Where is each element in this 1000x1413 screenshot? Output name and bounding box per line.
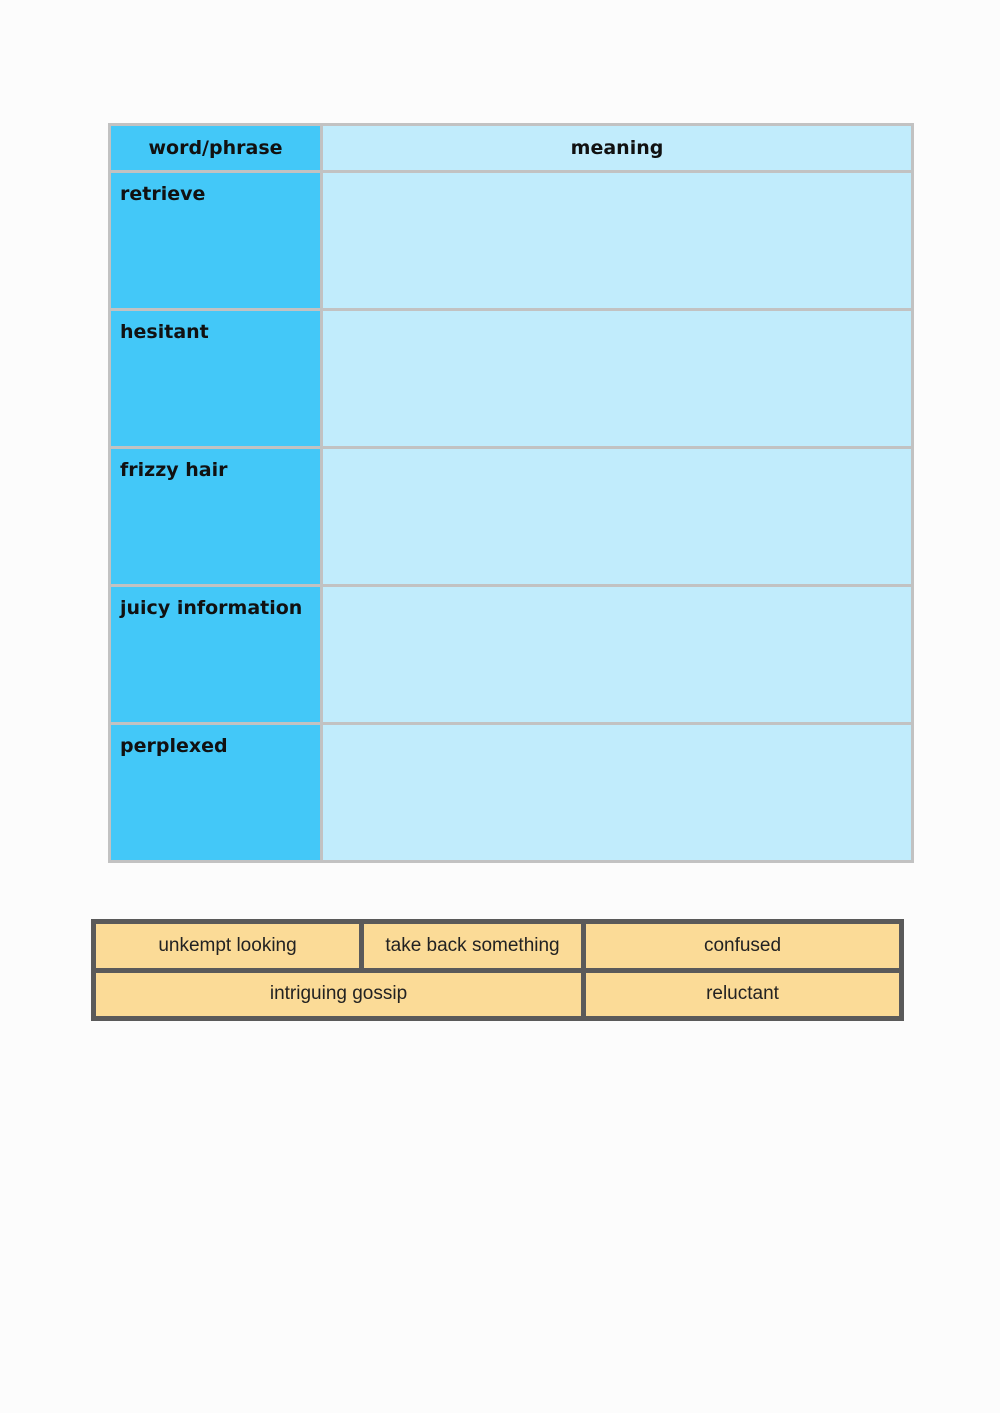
word-cell-frizzy-hair: frizzy hair	[110, 448, 322, 586]
choice-take-back-something[interactable]: take back something	[362, 922, 584, 971]
vocabulary-table	[108, 123, 914, 863]
word-cell-hesitant: hesitant	[110, 310, 322, 448]
meaning-drop-zone[interactable]	[322, 172, 913, 310]
table-header-row	[110, 125, 913, 172]
meaning-header: meaning	[322, 125, 913, 172]
table-row	[110, 310, 913, 448]
meaning-drop-zone[interactable]	[322, 310, 913, 448]
table-row	[110, 724, 913, 862]
choice-unkempt-looking[interactable]: unkempt looking	[94, 922, 362, 971]
word-cell-retrieve: retrieve	[110, 172, 322, 310]
word-cell-perplexed: perplexed	[110, 724, 322, 862]
choices-row	[94, 922, 902, 971]
meaning-drop-zone[interactable]	[322, 724, 913, 862]
meaning-drop-zone[interactable]	[322, 586, 913, 724]
word-cell-juicy-information: juicy information	[110, 586, 322, 724]
choices-row	[94, 970, 902, 1019]
choice-confused[interactable]: confused	[584, 922, 902, 971]
table-row	[110, 448, 913, 586]
table-row	[110, 586, 913, 724]
table-row	[110, 172, 913, 310]
choice-intriguing-gossip[interactable]: intriguing gossip	[94, 970, 584, 1019]
choice-reluctant[interactable]: reluctant	[584, 970, 902, 1019]
word-phrase-header: word/phrase	[110, 125, 322, 172]
meaning-drop-zone[interactable]	[322, 448, 913, 586]
answer-choices	[91, 919, 904, 1021]
